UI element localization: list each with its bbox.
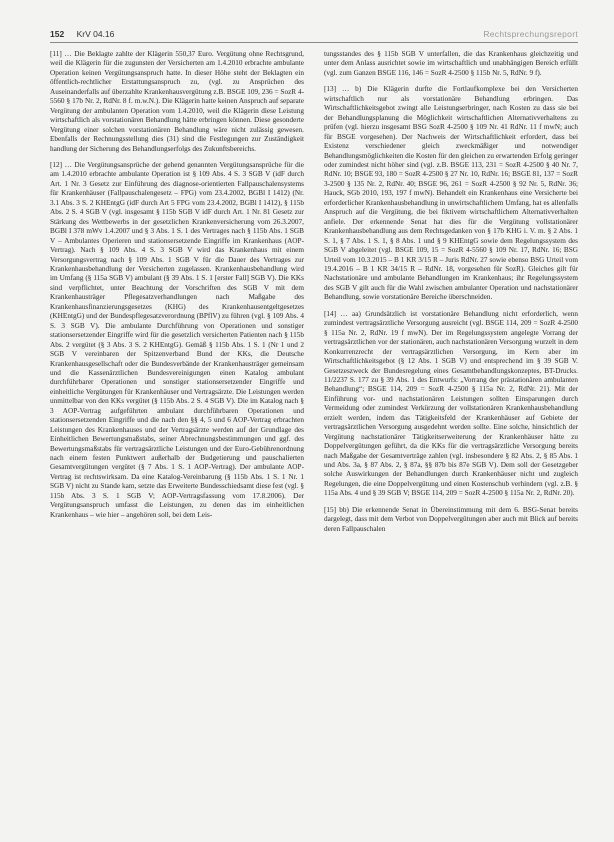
body-columns	[50, 50, 578, 534]
running-title: KrV 04.16	[76, 29, 115, 39]
left-column	[50, 50, 304, 534]
page-header	[50, 26, 578, 43]
right-column	[324, 50, 578, 534]
paragraph-14: [14] … aa) Grundsätzlich ist vorstationäre Behandlung nicht erforderlich, wenn zumindest vertragsärztliche Versorgung ausreicht (vgl. BSGE 114, 209 = SozR 4-2500 § 115a Nr. 2, RdNr. 19 f mwN). Der im Regelungssystem angelegte Vorrang der vertragsärztlichen vor der stationären, auch nachstationären Versorgung wurzelt in dem Konkurrenzrecht der vertragsärztlichen Versorgung, im Kern aber im Wirtschaftlichkeitsgebot (§ 12 Abs. 1 SGB V) und entsprechend im § 39 SGB V. Gesetzeszweck der Bundesregelung eines Gesamtbehandlungskonzeptes, BT-Drucks. 11/2237 S. 177 zu § 39 Abs. 1 des Entwurfs: „Vorrang der prästationären ambulanten Behandlung“; BSGE 114, 209 = SozR 4-2500 § 115a Nr. 2, RdNr. 21). Mit der Einführung vor- und nachstationären Leistungen sollten Einsparungen durch Vermeidung oder zumindest Verkürzung der vollstationären Krankenhausbehandlung erzielt werden, indem das Tätigkeitsfeld der Krankenhäuser auf Gebiete der vertragsärztlichen Versorgung ausgedehnt werden sollte. Eine solche, hinsichtlich der Vergütung nachstationärer Tätigkeitserweiterung der Krankenhäuser hätte zu Doppelvergütungen geführt, da die KKs für die vertragsärztliche Versorgung bereits nach Maßgabe der Gesamtverträge zahlen (vgl. insbesondere § 82 Abs. 2, § 85 Abs. 1 und Abs. 3a, § 87 Abs. 2, § 87a, §§ 87b bis 87e SGB V). Dem soll der Gesetzgeber solche Auswirkungen der Behandlungen durch Krankenhäuser nicht und zugleich Regelungen, die eine Doppelvergütung und einen Kostenschub verhindern (vgl. z.B. § 115a Abs. 4 und § 39 SGB V; BSGE 114, 209 = SozR 4-2500 § 115a Nr. 2, RdNr. 20).	[324, 309, 578, 498]
paragraph-13: [13] … b) Die Klägerin durfte die Fortlaufkomplexe bei den Versicherten wirtschaftlich nur als vorstationäre Behandlung erbringen. Das Wirtschaftlichkeitsgebot zwingt alle Leistungserbringer, nach Kosten zu dass sie bei der Behandlungsplanung die Möglichkeit wirtschaftlichen Alternativverhaltens zu prüfen (vgl. hierzu insgesamt BSG SozR 4-2500 § 109 Nr. 41 RdNr. 11 f mwN; auch für BSGE vorgesehen). Der Nachweis der Wirtschaftlichkeit erfordert, dass bei Existenz verschiedener gleich zweckmäßiger und notwendiger Behandlungsmöglichkeiten die Kosten für den gleichen zu erwartenden Erfolg geringer oder zumindest nicht höher sind (vgl. z.B. BSGE 113, 231 = SozR 4-2500 § 40 Nr. 7, RdNr. 10; BSGE 93, 180 = SozR 4-2500 § 27 Nr. 10, RdNr. 16; BSGE 81, 137 = SozR 3-2500 § 135 Nr. 2, RdNr. 40; BSGE 96, 261 = SozR 4-2500 § 92 Nr. 5, RdNr. 36; Hauck, SGb 2010, 193, 197 f mwN). Behandelt ein Krankenhaus eine Versicherte bei erforderlicher Krankenhausbehandlung in unwirtschaftlichem Umfang, hat es allenfalls Anspruch auf die Vergütung, die bei fiktivem wirtschaftlichem Alternativverhalten anfiele. Der erkennende Senat hat dies für die Vergütung vollstationärer Krankenhausbehandlung aus dem Rechtsgedanken von § 17b KHG i. V. m. § 2 Abs. 1 S. 1, § 7 Abs. 1 S. 1, § 8 Abs. 1 und § 9 KHEntgG sowie dem Regelungssystem des SGB V abgeleitet (vgl. BSGE 109, 15 = SozR 4-5560 § 109 Nr. 17, RdNr. 16; BSG Urteil vom 10.3.2015 – B 1 KR 3/15 R – Juris RdNr. 27 sowie ebenso BSG Urteil vom 19.4.2016 – B 1 KR 34/15 R – RdNr. 18, vorgesehen für SozR). Gleiches gilt für Nachstationäre und ambulante Behandlungen im Krankenhaus; ihr Regelungssystem des SGB V gilt auch für die Wahl zwischen ambulanter Operation und nachstationärer Behandlung, sowie vorstationäre Bereiche überschneiden.	[324, 85, 578, 302]
section-label: Rechtsprechungsreport	[483, 29, 578, 39]
paragraph-11: [11] … Die Beklagte zahlte der Klägerin 550,37 Euro. Vergütung ohne Rechtsgrund, weil die Klägerin für die zugunsten der Versicherten am 1.4.2010 erbrachte ambulante Operation keinen Vergütungsanspruch hatte. In dieser Höhe steht der Beklagten ein öffentlich-rechtlicher Erstattungsanspruch zu, (vgl. zu Ansprüchen des Auseinanderfalls auf überzahlte Krankenhausvergütung z.B. BSGE 109, 236 = SozR 4-5560 § 17b Nr. 2, RdNr. 8 f. m.w.N.). Die Klägerin hatte keinen Anspruch auf separate Vergütung der ambulanten Operation vom 1.4.2010, weil die Klägerin diese Leistung wirtschaftlich als vorstationären Behandlung hätte erbringen können. Diese gesonderte Vergütung einer solchen vorstationären Behandlung wäre nicht zulässig gewesen. Ebenfalls der Rechnungsstellung dies (31) sind die Festlegungen zur Zuständigkeit handlung der Sicherung des Behandlungserfolgs des Zukunftsbereichs.	[50, 50, 304, 153]
paragraph-12: [12] … Die Vergütungsansprüche der gehend genannten Vergütungsansprüche für die am 1.4.2010 erbrachte ambulante Operation ist § 109 Abs. 4 S. 3 SGB V (idF durch Art. 1 Nr. 3 Gesetz zur Einführung des diagnose-orientierten Fallpauschalensystems für Krankenhäuser (Fallpauschalengesetz – FPG) vom 23.4.2002, BGBl I 1412) (Nr. 3.1 Abs. 3 S. 2 KHEntgG (idF durch Art 5 FPG vom 23.4.2002, BGBl I 1412), § 115b Abs. 2 S. 4 SGB V (vgl. insgesamt § 115b SGB V idF durch Art. 1 Nr. 81 Gesetz zur Stärkung des Wettbewerbs in der gesetzlichen Krankenversicherung vom 26.3.2007, BGBl I 378 mWv 1.4.2007 und § 3 Abs. 1 S. 1 des Vertrages nach § 115b Abs. 1 SGB V – Ambulantes Operieren und stationsersetzende Eingriffe im Krankenhaus (AOP-Vertrag). Nach § 109 Abs. 4 S. 3 SGB V wird das Krankenhaus mit einem Versorgungsvertrag nach § 109 Abs. 1 SGB V für die Dauer des Vertrages zur Krankenhausbehandlung der Versicherten zugelassen. Krankenhausbehandlung wird im Umfang (§ 115a SGB V) ambulant (§ 39 Abs. 1 S. 1 [erster Fall] SGB V). Die KKs sind verpflichtet, unter Beachtung der Vorschriften des SGB V mit dem Krankenhausträger Pflegesatzverhandlungen nach Maßgabe des Krankenhausfinanzierungsgesetzes (KHG) des Krankenhausentgeltgesetzes (KHEntgG) und der Bundespflegesatzverordnung (BPflV) zu führen (vgl. § 109 Abs. 4 S. 3 SGB V). Die ambulante Durchführung von Operationen und sonstiger stationsersetzender Eingriffe wird für die gesetzlich versicherten Patienten nach § 115b Abs. 2 vergütet (§ 3 Abs. 3 S. 2 KHEntgG). Gemäß § 115b Abs. 1 S. 1 (Nr 1 und 2 SGB V vereinbaren der Spitzenverband Bund der KKs, die Deutsche Krankenhausgesellschaft oder die Bundesverbände der Krankenhausträger gemeinsam und die Kassenärztlichen Bundesvereinigungen einen Katalog ambulant durchführbarer Operationen und sonstiger stationsersetzender Eingriffe und einheitliche Vergütungen für Krankenhäuser und Vertragsärzte. Die Leistungen werden unmittelbar von den KKs vergütet (§ 115b Abs. 2 S. 4 SGB V). Die im Katalog nach § 3 AOP-Vertrag aufgeführten ambulant durchführbaren Operationen und stationsersetzenden Eingriffe und die nach den §§ 4, 5 und 6 AOP-Vertrag erbrachten Leistungen des Krankenhauses und der Vertragsärzte werden auf der Grundlage des Einheitlichen Bewertungsmaßstabs, seiner Abrechnungsbestimmungen und ggf. des Bewertungsmaßstabs für vertragsärztliche Leistungen und der Euro-Gebührenordnung nach einem festen Punktwert außerhalb der Budgetierung und pauschalierten Gesamtvergütungen vergütet (§ 7 Abs. 1 S. 1 AOP-Vertrag). Der ambulante AOP-Vertrag ist rechtswirksam. Da eine Katalog-Vereinbarung (§ 115b Abs. 1 S. 1 Nr. 1 SGB V) nicht zu Stande kam, setzte das Erweiterte Bundesschiedsamt diese fest (vgl. § 115b Abs. 3 S. 1 SGB V; AOP-Vertragsfassung vom 17.8.2006). Der Vergütungsanspruch umfasst die Leistungen, zu denen das im einheitlichen Krankenhaus – wie hier – angehören soll, bei dem Leis-	[50, 160, 304, 519]
header-left	[50, 29, 114, 39]
paragraph-12-continued: tungsstandes des § 115b SGB V unterfallen, die das Krankenhaus gleichzeitig und unter dem Anlass ausrichtet sowie im wirtschaftlich und unabhängigen Bereich erfüllt (vgl. zum Ganzen BSGE 116, 146 = SozR 4-2500 § 115b Nr. 5, RdNr. 9 f).	[324, 50, 578, 77]
page-number: 152	[50, 29, 65, 39]
paragraph-15: [15] bb) Die erkennende Senat in Übereinstimmung mit dem 6. BSG-Senat bereits dargelegt, dass mit dem Verbot von Doppelvergütungen aber auch mit Blick auf bereits deren Fallpauschalen	[324, 505, 578, 533]
